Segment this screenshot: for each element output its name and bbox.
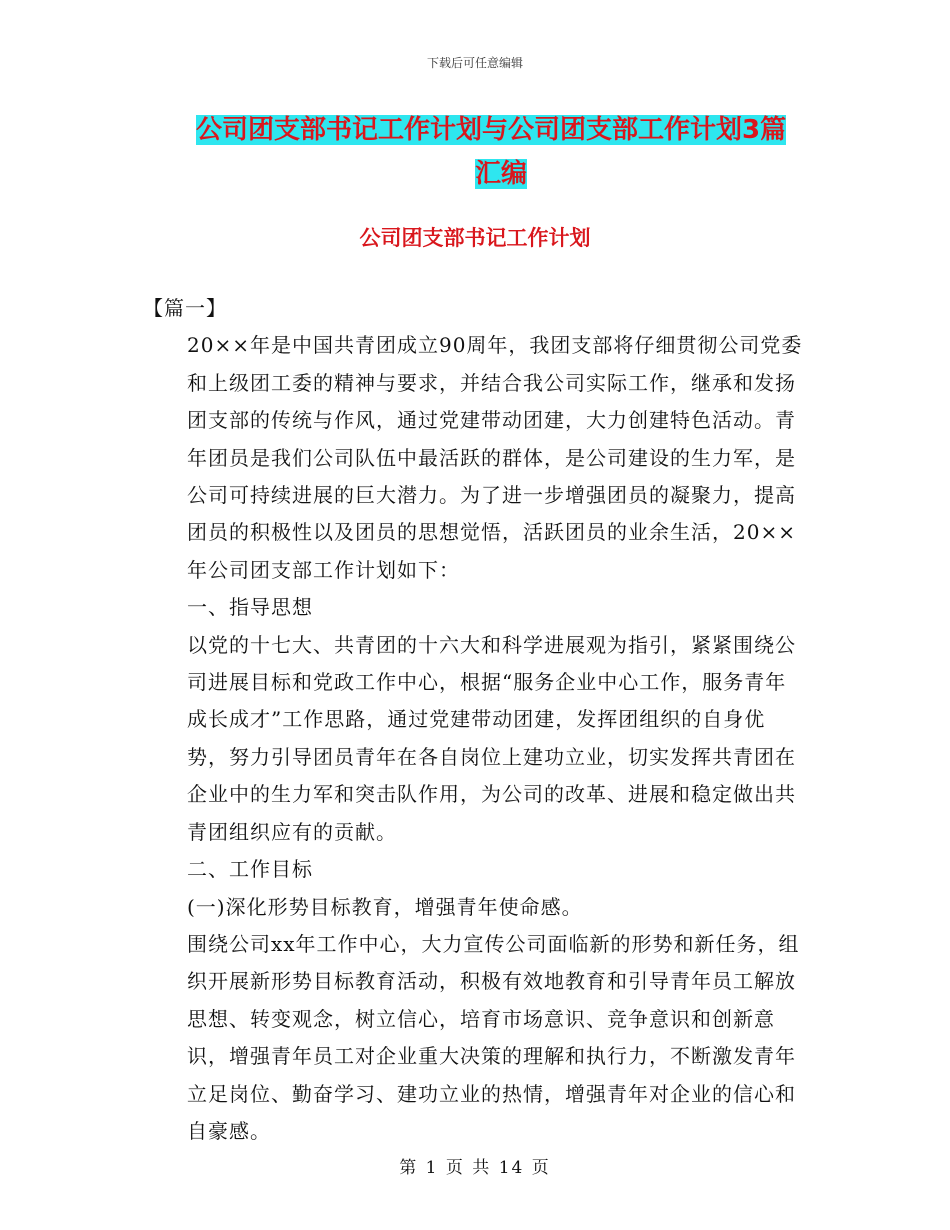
- paragraph-6: 围绕公司xx年工作中心，大力宣传公司面临新的形势和新任务，组织开展新形势目标教育活动，积极有效地教育和引导青年员工解放思想、转变观念，树立信心，培育市场意识、竞争意识和创新意识，增强青年员工对企业重大决策的理解和执行力，不断激发青年立足岗位、勤奋学习、建功立业的热情，增强青年对企业的信心和自豪感。: [187, 931, 800, 1143]
- paragraph-1: 20××年是中国共青团成立90周年，我团支部将仔细贯彻公司党委和上级团工委的精神与要求，并结合我公司实际工作，继承和发扬团支部的传统与作风，通过党建带动团建，大力创建特色活动。青年团员是我们公司队伍中最活跃的群体，是公司建设的生力军，是公司可持续进展的巨大潜力。为了进一步增强团员的凝聚力，提高团员的积极性以及团员的思想觉悟，活跃团员的业余生活，20××年公司团支部工作计划如下：: [187, 333, 803, 582]
- paragraph-4: 二、工作目标: [187, 857, 313, 882]
- paragraph-0: 【篇一】: [143, 296, 227, 320]
- header-note: 下载后可任意编辑: [426, 56, 523, 70]
- paragraph-3: 以党的十七大、共青团的十六大和科学进展观为指引，紧紧围绕公司进展目标和党政工作中心，根据“服务企业中心工作，服务青年成长成才”工作思路，通过党建带动团建，发挥团组织的自身优势，努力引导团员青年在各自岗位上建功立业，切实发挥共青团在企业中的生力军和突击队作用，为公司的改革、进展和稳定做出共青团组织应有的贡献。: [187, 632, 796, 844]
- document-title: [196, 108, 806, 196]
- page-footer: 第 1 页 共 14 页: [399, 1158, 551, 1178]
- document-title-line1: 公司团支部书记工作计划与公司团支部工作计划3篇: [196, 115, 787, 145]
- section-title: 公司团支部书记工作计划: [359, 226, 591, 250]
- document-title-line2: 汇编: [474, 159, 527, 189]
- paragraph-5: (一)深化形势目标教育，增强青年使命感。: [187, 894, 583, 919]
- document-body: [143, 290, 803, 1150]
- paragraph-2: 一、指导思想: [187, 595, 313, 620]
